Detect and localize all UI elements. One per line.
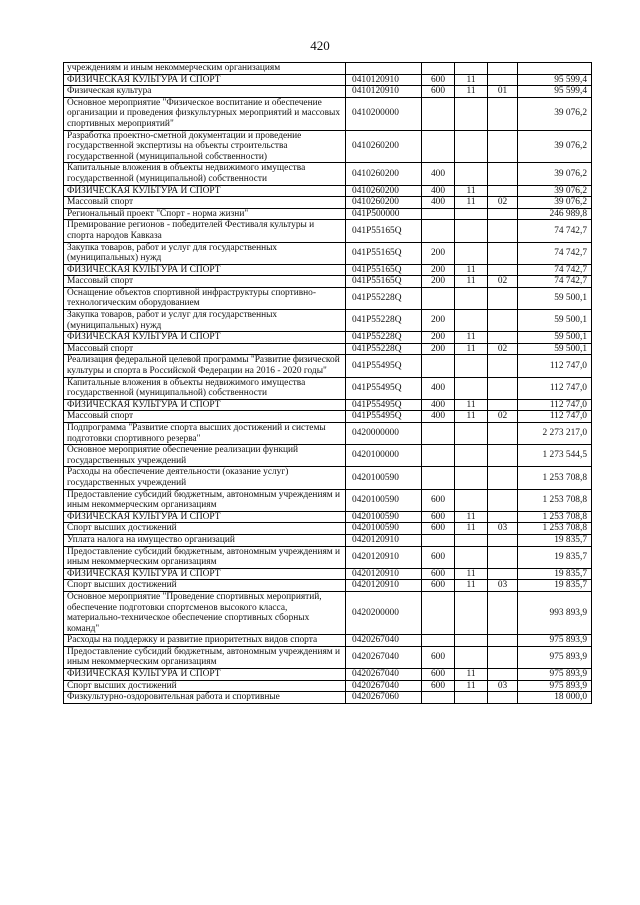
- row-amount: [518, 63, 592, 75]
- row-amount: 2 273 217,0: [518, 423, 592, 445]
- row-pr: [488, 646, 518, 668]
- row-amount: 19 835,7: [518, 580, 592, 592]
- row-name: ФИЗИЧЕСКАЯ КУЛЬТУРА И СПОРТ: [64, 511, 346, 523]
- row-code: 041P55495Q: [346, 411, 422, 423]
- row-vr: 600: [422, 568, 455, 580]
- row-code: [346, 63, 422, 75]
- row-pr: [488, 489, 518, 511]
- table-row: [64, 287, 592, 309]
- row-code: 0410120910: [346, 74, 422, 86]
- row-name: Подпрограмма "Развитие спорта высших достижений и системы подготовки спортивного резерва": [64, 423, 346, 445]
- row-pr: [488, 669, 518, 681]
- row-name: ФИЗИЧЕСКАЯ КУЛЬТУРА И СПОРТ: [64, 74, 346, 86]
- row-code: 041P55228Q: [346, 310, 422, 332]
- row-vr: 600: [422, 86, 455, 98]
- row-vr: 600: [422, 74, 455, 86]
- row-rz: 11: [455, 86, 488, 98]
- row-vr: 400: [422, 377, 455, 399]
- table-row: [64, 411, 592, 423]
- row-pr: [488, 287, 518, 309]
- row-rz: [455, 355, 488, 377]
- row-rz: [455, 646, 488, 668]
- row-pr: [488, 97, 518, 130]
- table-row: [64, 445, 592, 467]
- row-name: Основное мероприятие "Физическое воспитание и обеспечение организации и проведения физкультурных мероприятий и массовых спортивных мероприятий": [64, 97, 346, 130]
- row-amount: 74 742,7: [518, 242, 592, 264]
- row-vr: 400: [422, 163, 455, 185]
- table-row: [64, 208, 592, 220]
- row-pr: [488, 591, 518, 634]
- table-row: [64, 591, 592, 634]
- row-rz: 11: [455, 680, 488, 692]
- page-number: 420: [310, 38, 330, 53]
- row-amount: 1 253 708,8: [518, 489, 592, 511]
- row-pr: [488, 692, 518, 704]
- table-row: [64, 534, 592, 546]
- row-amount: 993 893,9: [518, 591, 592, 634]
- row-pr: [488, 208, 518, 220]
- row-name: Предоставление субсидий бюджетным, автономным учреждениям и иным некоммерческим организациям: [64, 646, 346, 668]
- row-name: Физическая культура: [64, 86, 346, 98]
- row-name: ФИЗИЧЕСКАЯ КУЛЬТУРА И СПОРТ: [64, 399, 346, 411]
- table-row: [64, 511, 592, 523]
- row-name: ФИЗИЧЕСКАЯ КУЛЬТУРА И СПОРТ: [64, 568, 346, 580]
- row-vr: [422, 591, 455, 634]
- row-pr: 01: [488, 86, 518, 98]
- row-amount: 112 747,0: [518, 355, 592, 377]
- row-rz: [455, 208, 488, 220]
- row-name: Региональный проект "Спорт - норма жизни": [64, 208, 346, 220]
- row-amount: 95 599,4: [518, 86, 592, 98]
- row-code: 0420120910: [346, 580, 422, 592]
- row-amount: 74 742,7: [518, 276, 592, 288]
- row-name: Спорт высших достижений: [64, 523, 346, 535]
- row-pr: [488, 534, 518, 546]
- row-pr: [488, 546, 518, 568]
- row-pr: [488, 511, 518, 523]
- row-vr: [422, 208, 455, 220]
- row-pr: 02: [488, 343, 518, 355]
- row-rz: 11: [455, 399, 488, 411]
- table-row: [64, 242, 592, 264]
- table-row: [64, 163, 592, 185]
- row-pr: 03: [488, 680, 518, 692]
- row-rz: [455, 310, 488, 332]
- row-rz: [455, 591, 488, 634]
- row-rz: 11: [455, 411, 488, 423]
- row-amount: 975 893,9: [518, 680, 592, 692]
- table-row: [64, 467, 592, 489]
- row-vr: 600: [422, 680, 455, 692]
- row-vr: 200: [422, 264, 455, 276]
- row-code: 0410260200: [346, 197, 422, 209]
- row-pr: [488, 242, 518, 264]
- row-code: 0420100590: [346, 467, 422, 489]
- row-amount: 39 076,2: [518, 185, 592, 197]
- row-code: 0410260200: [346, 130, 422, 163]
- row-rz: [455, 692, 488, 704]
- table-row: [64, 97, 592, 130]
- row-amount: 246 989,8: [518, 208, 592, 220]
- row-code: 041P500000: [346, 208, 422, 220]
- row-vr: 600: [422, 489, 455, 511]
- row-code: 041P55165Q: [346, 220, 422, 242]
- row-pr: 02: [488, 411, 518, 423]
- row-pr: [488, 423, 518, 445]
- table-row: [64, 489, 592, 511]
- table-row: [64, 220, 592, 242]
- row-pr: [488, 74, 518, 86]
- row-vr: 200: [422, 242, 455, 264]
- row-pr: 03: [488, 580, 518, 592]
- row-name: Капитальные вложения в объекты недвижимого имущества государственной (муниципальной) собственности: [64, 163, 346, 185]
- row-amount: 112 747,0: [518, 411, 592, 423]
- row-pr: [488, 220, 518, 242]
- row-amount: 975 893,9: [518, 635, 592, 647]
- row-amount: 1 253 708,8: [518, 467, 592, 489]
- row-code: 0410200000: [346, 97, 422, 130]
- row-rz: [455, 97, 488, 130]
- table-row: [64, 423, 592, 445]
- row-vr: [422, 220, 455, 242]
- table-row: [64, 332, 592, 344]
- row-rz: 11: [455, 264, 488, 276]
- row-amount: 39 076,2: [518, 130, 592, 163]
- row-pr: 03: [488, 523, 518, 535]
- row-amount: 59 500,1: [518, 332, 592, 344]
- row-rz: 11: [455, 276, 488, 288]
- row-pr: 02: [488, 276, 518, 288]
- row-code: 0420267040: [346, 646, 422, 668]
- row-vr: [422, 355, 455, 377]
- row-rz: 11: [455, 332, 488, 344]
- row-amount: 18 000,0: [518, 692, 592, 704]
- table-row: [64, 264, 592, 276]
- row-code: 0420100590: [346, 489, 422, 511]
- table-row: [64, 635, 592, 647]
- row-amount: 19 835,7: [518, 534, 592, 546]
- row-code: 041P55228Q: [346, 343, 422, 355]
- row-amount: 19 835,7: [518, 568, 592, 580]
- row-vr: [422, 534, 455, 546]
- row-pr: [488, 185, 518, 197]
- row-vr: [422, 692, 455, 704]
- row-vr: [422, 423, 455, 445]
- row-pr: [488, 264, 518, 276]
- row-rz: 11: [455, 568, 488, 580]
- row-code: 0420000000: [346, 423, 422, 445]
- table-row: [64, 680, 592, 692]
- table-row: [64, 63, 592, 75]
- row-vr: [422, 97, 455, 130]
- row-name: Предоставление субсидий бюджетным, автономным учреждениям и иным некоммерческим организациям: [64, 546, 346, 568]
- row-vr: 400: [422, 399, 455, 411]
- row-amount: 112 747,0: [518, 399, 592, 411]
- row-vr: 400: [422, 411, 455, 423]
- table-row: [64, 692, 592, 704]
- row-code: 041P55228Q: [346, 287, 422, 309]
- row-vr: 400: [422, 185, 455, 197]
- row-code: 0420100590: [346, 511, 422, 523]
- row-code: 0420100590: [346, 523, 422, 535]
- row-pr: 02: [488, 197, 518, 209]
- table-row: [64, 197, 592, 209]
- row-vr: [422, 287, 455, 309]
- table-row: [64, 399, 592, 411]
- row-name: ФИЗИЧЕСКАЯ КУЛЬТУРА И СПОРТ: [64, 669, 346, 681]
- row-code: 0420120910: [346, 568, 422, 580]
- row-name: учреждениям и иным некоммерческим организациям: [64, 63, 346, 75]
- row-rz: [455, 242, 488, 264]
- row-amount: 59 500,1: [518, 343, 592, 355]
- row-name: Капитальные вложения в объекты недвижимого имущества государственной (муниципальной) собственности: [64, 377, 346, 399]
- row-amount: 975 893,9: [518, 646, 592, 668]
- table-row: [64, 276, 592, 288]
- row-rz: [455, 163, 488, 185]
- row-rz: [455, 635, 488, 647]
- row-amount: 975 893,9: [518, 669, 592, 681]
- row-code: 0420120910: [346, 534, 422, 546]
- row-vr: 600: [422, 523, 455, 535]
- row-amount: 59 500,1: [518, 287, 592, 309]
- row-rz: [455, 546, 488, 568]
- row-name: Закупка товаров, работ и услуг для государственных (муниципальных) нужд: [64, 242, 346, 264]
- row-rz: [455, 130, 488, 163]
- row-amount: 74 742,7: [518, 220, 592, 242]
- row-vr: [422, 130, 455, 163]
- row-name: Основное мероприятие "Проведение спортивных мероприятий, обеспечение подготовки спортсменов высокого класса, материально-техническое обеспечение спортивных сборных команд": [64, 591, 346, 634]
- row-rz: [455, 423, 488, 445]
- table-row: [64, 355, 592, 377]
- row-name: Уплата налога на имущество организаций: [64, 534, 346, 546]
- row-rz: [455, 220, 488, 242]
- table-row: [64, 546, 592, 568]
- row-name: Массовый спорт: [64, 197, 346, 209]
- table-row: [64, 580, 592, 592]
- row-vr: [422, 635, 455, 647]
- row-code: 0410260200: [346, 163, 422, 185]
- table-row: [64, 669, 592, 681]
- table-row: [64, 568, 592, 580]
- row-name: Расходы на обеспечение деятельности (оказание услуг) государственных учреждений: [64, 467, 346, 489]
- row-pr: [488, 399, 518, 411]
- row-rz: 11: [455, 197, 488, 209]
- row-rz: [455, 63, 488, 75]
- table-row: [64, 86, 592, 98]
- row-code: 041P55228Q: [346, 332, 422, 344]
- row-vr: 600: [422, 546, 455, 568]
- row-pr: [488, 130, 518, 163]
- row-code: 0420267040: [346, 635, 422, 647]
- row-pr: [488, 163, 518, 185]
- row-vr: [422, 467, 455, 489]
- row-name: Физкультурно-оздоровительная работа и спортивные: [64, 692, 346, 704]
- row-name: ФИЗИЧЕСКАЯ КУЛЬТУРА И СПОРТ: [64, 264, 346, 276]
- row-pr: [488, 467, 518, 489]
- row-code: 041P55165Q: [346, 264, 422, 276]
- row-rz: 11: [455, 343, 488, 355]
- row-amount: 74 742,7: [518, 264, 592, 276]
- row-amount: 1 253 708,8: [518, 523, 592, 535]
- row-amount: 95 599,4: [518, 74, 592, 86]
- row-code: 0420200000: [346, 591, 422, 634]
- row-pr: [488, 332, 518, 344]
- row-name: Закупка товаров, работ и услуг для государственных (муниципальных) нужд: [64, 310, 346, 332]
- row-code: 041P55165Q: [346, 276, 422, 288]
- row-code: 0410260200: [346, 185, 422, 197]
- row-name: Оснащение объектов спортивной инфраструктуры спортивно-технологическим оборудованием: [64, 287, 346, 309]
- row-code: 041P55165Q: [346, 242, 422, 264]
- row-name: Реализация федеральной целевой программы "Развитие физической культуры и спорта в Российской Федерации на 2016 - 2020 годы": [64, 355, 346, 377]
- row-name: Основное мероприятие обеспечение реализации функций государственных учреждений: [64, 445, 346, 467]
- row-rz: 11: [455, 580, 488, 592]
- row-rz: 11: [455, 523, 488, 535]
- row-amount: 1 253 708,8: [518, 511, 592, 523]
- row-amount: 39 076,2: [518, 197, 592, 209]
- row-vr: 200: [422, 310, 455, 332]
- row-pr: [488, 377, 518, 399]
- row-rz: 11: [455, 74, 488, 86]
- table-row: [64, 343, 592, 355]
- row-rz: [455, 534, 488, 546]
- row-name: ФИЗИЧЕСКАЯ КУЛЬТУРА И СПОРТ: [64, 332, 346, 344]
- row-rz: 11: [455, 669, 488, 681]
- row-name: Массовый спорт: [64, 343, 346, 355]
- row-name: Разработка проектно-сметной документации и проведение государственной экспертизы на объекты строительства государственной (муниципальной собственности): [64, 130, 346, 163]
- row-amount: 39 076,2: [518, 163, 592, 185]
- row-vr: 400: [422, 197, 455, 209]
- table-row: [64, 646, 592, 668]
- row-vr: 200: [422, 343, 455, 355]
- row-rz: [455, 445, 488, 467]
- row-pr: [488, 310, 518, 332]
- row-code: 0420100000: [346, 445, 422, 467]
- row-code: 041P55495Q: [346, 377, 422, 399]
- table-row: [64, 377, 592, 399]
- row-pr: [488, 355, 518, 377]
- row-rz: [455, 467, 488, 489]
- row-pr: [488, 635, 518, 647]
- row-name: ФИЗИЧЕСКАЯ КУЛЬТУРА И СПОРТ: [64, 185, 346, 197]
- row-vr: 200: [422, 276, 455, 288]
- row-vr: [422, 63, 455, 75]
- row-rz: [455, 377, 488, 399]
- row-vr: [422, 445, 455, 467]
- row-amount: 112 747,0: [518, 377, 592, 399]
- row-vr: 200: [422, 332, 455, 344]
- row-pr: [488, 63, 518, 75]
- row-name: Спорт высших достижений: [64, 680, 346, 692]
- row-vr: 600: [422, 511, 455, 523]
- row-amount: 59 500,1: [518, 310, 592, 332]
- row-name: Массовый спорт: [64, 276, 346, 288]
- table-row: [64, 310, 592, 332]
- row-code: 0410120910: [346, 86, 422, 98]
- row-code: 0420267040: [346, 669, 422, 681]
- row-code: 041P55495Q: [346, 355, 422, 377]
- table-row: [64, 130, 592, 163]
- row-rz: [455, 489, 488, 511]
- row-rz: [455, 287, 488, 309]
- row-code: 0420267060: [346, 692, 422, 704]
- row-code: 0420120910: [346, 546, 422, 568]
- budget-table: [63, 62, 592, 704]
- row-amount: 1 273 544,5: [518, 445, 592, 467]
- row-amount: 19 835,7: [518, 546, 592, 568]
- row-code: 041P55495Q: [346, 399, 422, 411]
- row-name: Предоставление субсидий бюджетным, автономным учреждениям и иным некоммерческим организациям: [64, 489, 346, 511]
- row-name: Массовый спорт: [64, 411, 346, 423]
- row-vr: 600: [422, 580, 455, 592]
- table-row: [64, 185, 592, 197]
- row-pr: [488, 445, 518, 467]
- row-name: Спорт высших достижений: [64, 580, 346, 592]
- row-code: 0420267040: [346, 680, 422, 692]
- row-vr: 600: [422, 669, 455, 681]
- row-name: Расходы на поддержку и развитие приоритетных видов спорта: [64, 635, 346, 647]
- row-amount: 39 076,2: [518, 97, 592, 130]
- table-row: [64, 523, 592, 535]
- row-rz: 11: [455, 511, 488, 523]
- row-rz: 11: [455, 185, 488, 197]
- row-pr: [488, 568, 518, 580]
- row-vr: 600: [422, 646, 455, 668]
- table-row: [64, 74, 592, 86]
- row-name: Премирование регионов - победителей Фестиваля культуры и спорта народов Кавказа: [64, 220, 346, 242]
